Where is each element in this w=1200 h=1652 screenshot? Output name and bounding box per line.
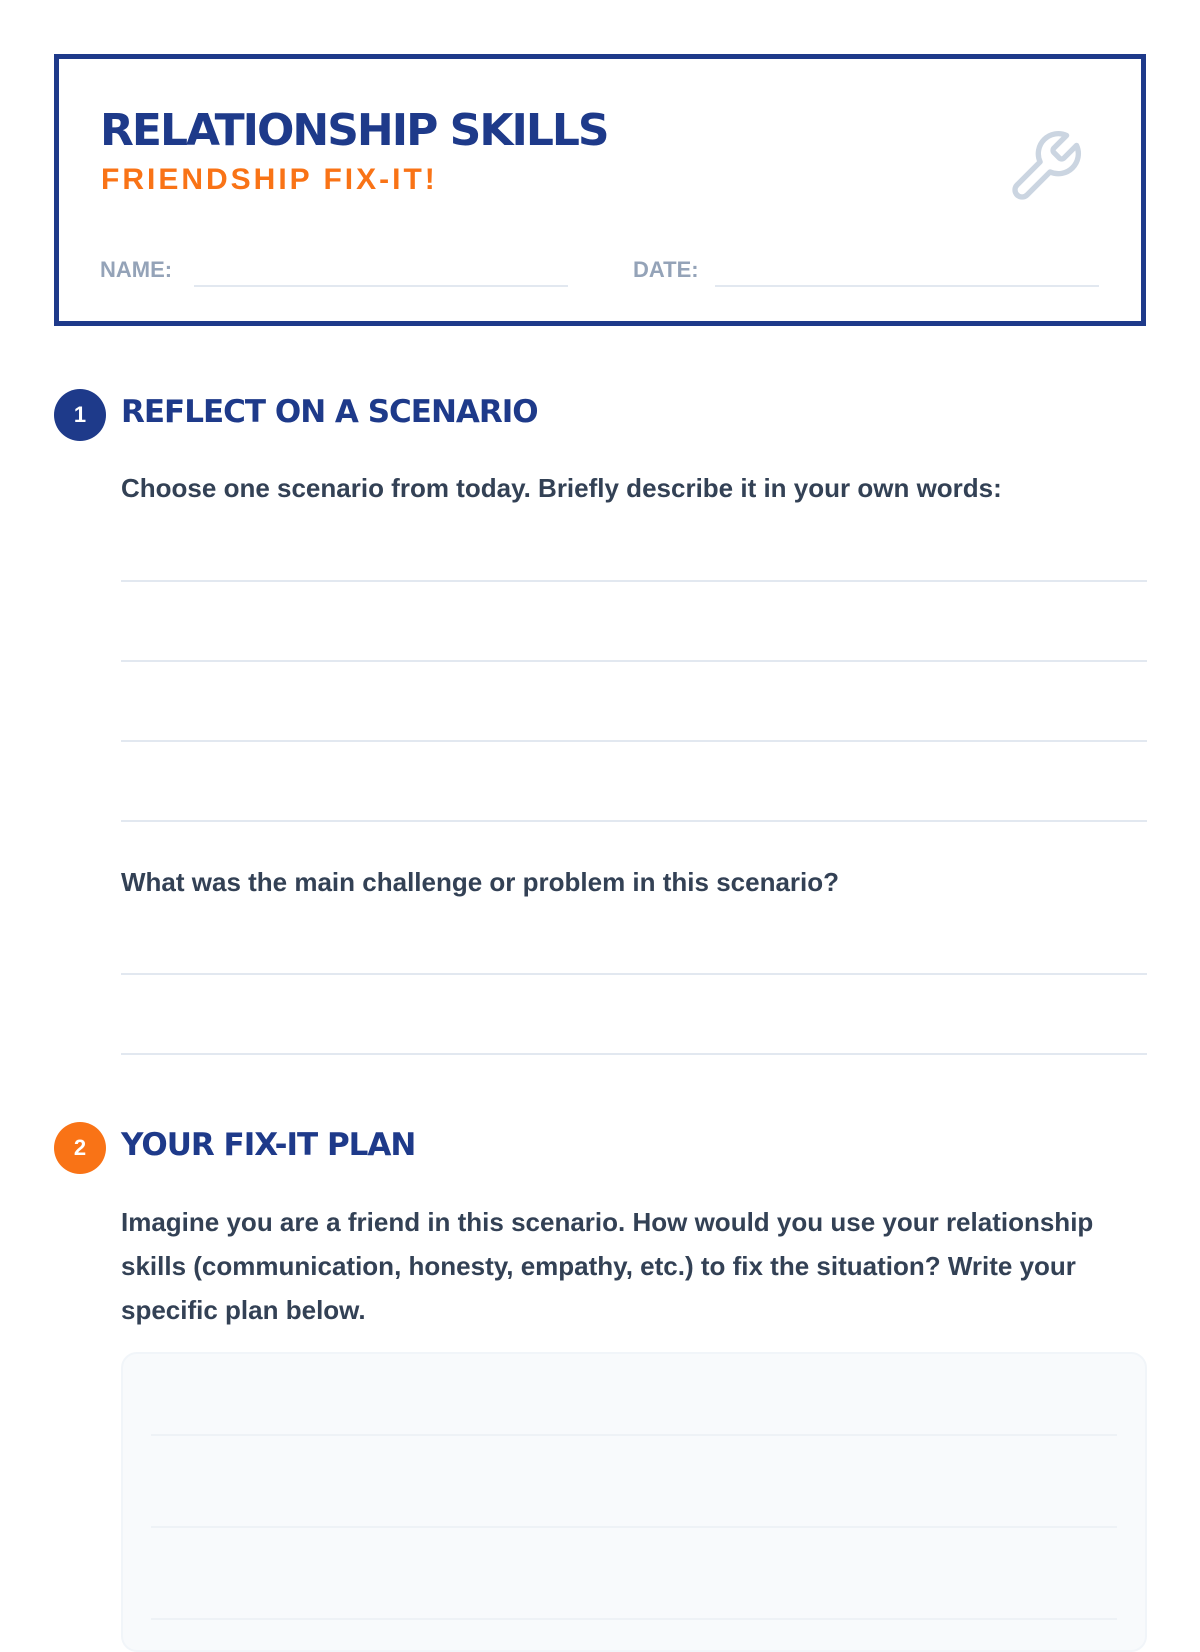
plan-line (151, 1434, 1117, 1436)
plan-line (151, 1618, 1117, 1620)
worksheet-subtitle: FRIENDSHIP FIX-IT! (101, 163, 438, 196)
worksheet-header (54, 54, 1146, 326)
scenario-answer-line[interactable] (121, 740, 1147, 742)
plan-line (151, 1526, 1117, 1528)
name-label: NAME: (100, 257, 173, 282)
plan-prompt: Imagine you are a friend in this scenario. How would you use your relationship skills (communication, honesty, empathy, etc.) to fix the situation? Write your specific plan below. (121, 1207, 1094, 1325)
wrench-icon (1005, 127, 1085, 207)
date-field[interactable] (715, 285, 1099, 287)
scenario-answer-line[interactable] (121, 660, 1147, 662)
scenario-answer-line[interactable] (121, 820, 1147, 822)
challenge-answer-line[interactable] (121, 1053, 1147, 1055)
worksheet-title: RELATIONSHIP SKILLS (100, 105, 608, 156)
name-field[interactable] (194, 285, 568, 287)
section-1-title: REFLECT ON A SCENARIO (121, 394, 538, 430)
challenge-prompt: What was the main challenge or problem in this scenario? (121, 867, 840, 897)
section-1-badge: 1 (54, 389, 106, 441)
scenario-prompt: Choose one scenario from today. Briefly describe it in your own words: (121, 473, 1002, 503)
challenge-answer-line[interactable] (121, 973, 1147, 975)
scenario-answer-line[interactable] (121, 580, 1147, 582)
section-2-badge: 2 (54, 1122, 106, 1174)
section-2-title: YOUR FIX-IT PLAN (121, 1127, 416, 1163)
plan-writing-area[interactable] (121, 1352, 1147, 1652)
date-label: DATE: (633, 257, 699, 282)
